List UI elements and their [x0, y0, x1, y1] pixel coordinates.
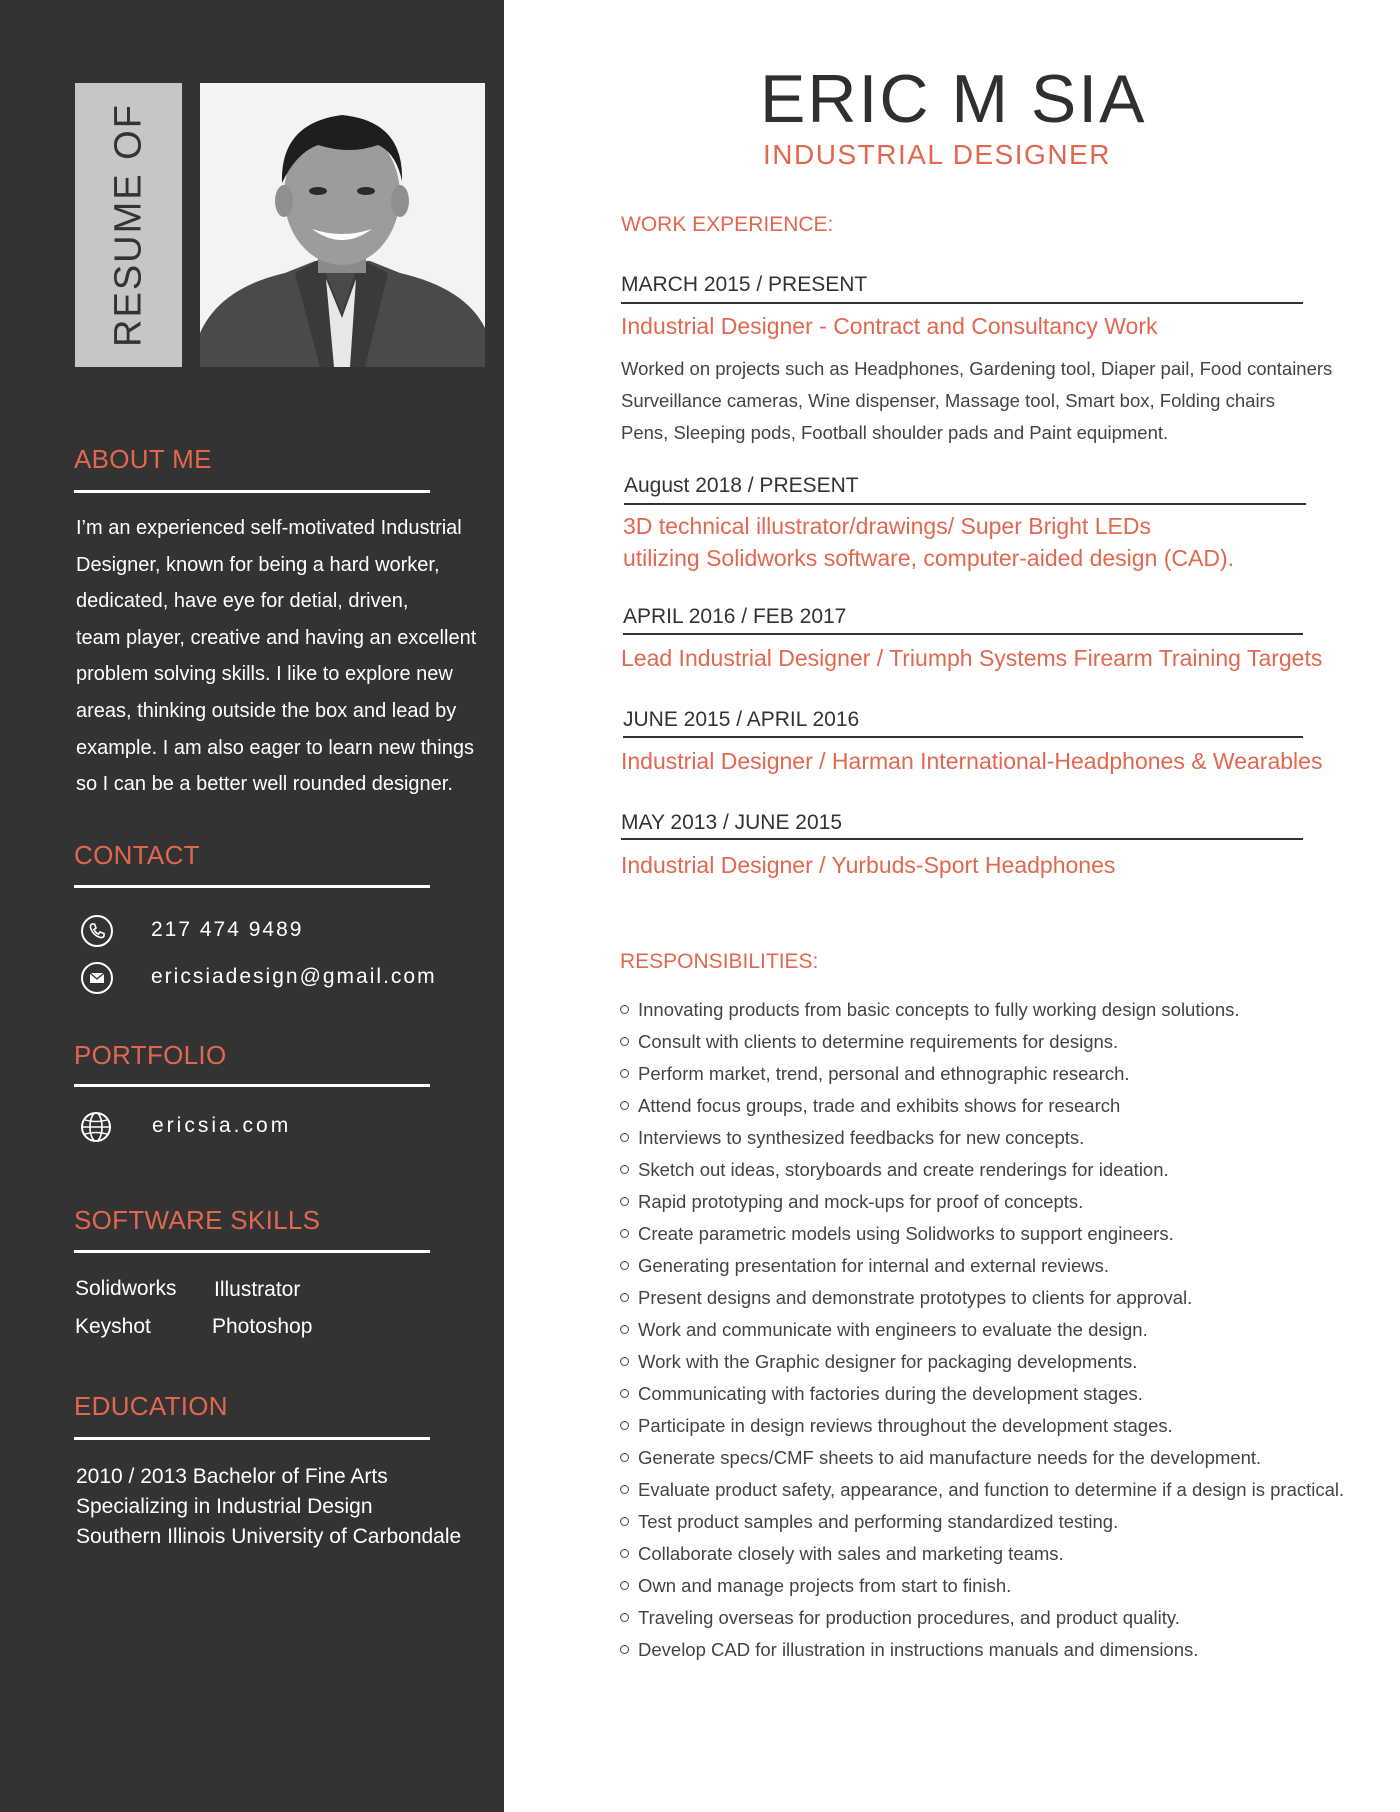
experience-title-line: 3D technical illustrator/drawings/ Super Bright LEDs [623, 513, 1151, 539]
list-item: Attend focus groups, trade and exhibits shows for research [620, 1090, 1344, 1122]
list-item: Work and communicate with engineers to evaluate the design. [620, 1314, 1344, 1346]
skill-item: Keyshot [75, 1315, 151, 1338]
about-line: example. I am also eager to learn new things [76, 736, 474, 759]
list-item: Test product samples and performing standardized testing. [620, 1506, 1344, 1538]
description-line: Worked on projects such as Headphones, Gardening tool, Diaper pail, Food containers [621, 358, 1333, 379]
experience-date: MAY 2013 / JUNE 2015 [621, 811, 843, 834]
list-item: Work with the Graphic designer for packaging developments. [620, 1346, 1344, 1378]
about-line: areas, thinking outside the box and lead by [76, 699, 457, 722]
experience-title: Lead Industrial Designer / Triumph Systems Firearm Training Targets [621, 645, 1323, 671]
experience-divider [621, 838, 1303, 840]
candidate-title: INDUSTRIAL DESIGNER [763, 139, 1111, 170]
resume-of-label-box [75, 83, 182, 367]
phone-number[interactable]: 217 474 9489 [151, 918, 304, 941]
skill-item: Illustrator [214, 1278, 301, 1301]
experience-title-line: utilizing Solidworks software, computer-aided design (CAD). [623, 545, 1235, 571]
list-item: Sketch out ideas, storyboards and create renderings for ideation. [620, 1154, 1344, 1186]
about-divider [74, 490, 430, 493]
about-line: team player, creative and having an excellent [76, 626, 477, 649]
portfolio-divider [74, 1084, 430, 1087]
software-divider [74, 1250, 430, 1253]
list-item: Participate in design reviews throughout the development stages. [620, 1410, 1344, 1442]
contact-heading: CONTACT [74, 840, 200, 870]
globe-icon [80, 1111, 112, 1143]
responsibilities-list [620, 994, 1344, 1666]
experience-divider [624, 503, 1306, 505]
education-line: Southern Illinois University of Carbondale [76, 1525, 462, 1548]
list-item: Interviews to synthesized feedbacks for new concepts. [620, 1122, 1344, 1154]
education-divider [74, 1437, 430, 1440]
contact-divider [74, 885, 430, 888]
list-item: Innovating products from basic concepts to fully working design solutions. [620, 994, 1344, 1026]
experience-divider [621, 302, 1303, 304]
education-line: 2010 / 2013 Bachelor of Fine Arts [76, 1465, 388, 1488]
experience-title: Industrial Designer / Yurbuds-Sport Headphones [621, 852, 1116, 878]
experience-date: JUNE 2015 / APRIL 2016 [623, 708, 860, 731]
portfolio-link[interactable]: ericsia.com [152, 1114, 292, 1137]
software-heading: SOFTWARE SKILLS [74, 1205, 321, 1235]
about-text [76, 510, 486, 803]
experience-divider [623, 633, 1303, 635]
list-item: Create parametric models using Solidworks to support engineers. [620, 1218, 1344, 1250]
about-line: so I can be a better well rounded designer. [76, 773, 453, 796]
list-item: Communicating with factories during the development stages. [620, 1378, 1344, 1410]
list-item: Traveling overseas for production procedures, and product quality. [620, 1602, 1344, 1634]
about-line: I’m an experienced self-motivated Industrial [76, 517, 462, 539]
resume-of-label: RESUME OF [107, 103, 149, 347]
list-item: Consult with clients to determine requirements for designs. [620, 1026, 1344, 1058]
about-line: problem solving skills. I like to explore new [76, 663, 453, 686]
phone-icon [81, 915, 113, 947]
list-item: Evaluate product safety, appearance, and function to determine if a design is practical. [620, 1474, 1344, 1506]
experience-title: Industrial Designer - Contract and Consultancy Work [621, 313, 1158, 339]
education-line: Specializing in Industrial Design [76, 1495, 373, 1518]
list-item: Develop CAD for illustration in instructions manuals and dimensions. [620, 1634, 1344, 1666]
description-line: Pens, Sleeping pods, Football shoulder pads and Paint equipment. [621, 422, 1169, 443]
list-item: Generate specs/CMF sheets to aid manufacture needs for the development. [620, 1442, 1344, 1474]
experience-description [621, 353, 1332, 449]
list-item: Present designs and demonstrate prototypes to clients for approval. [620, 1282, 1344, 1314]
about-line: Designer, known for being a hard worker, [76, 553, 440, 576]
email-icon [81, 962, 113, 994]
list-item: Collaborate closely with sales and marketing teams. [620, 1538, 1344, 1570]
list-item: Perform market, trend, personal and ethnographic research. [620, 1058, 1344, 1090]
about-line: dedicated, have eye for detial, driven, [76, 590, 409, 613]
about-heading: ABOUT ME [74, 444, 212, 474]
email-link[interactable]: ericsiadesign@gmail.com [151, 965, 437, 988]
candidate-name: ERIC M SIA [760, 61, 1147, 137]
education-heading: EDUCATION [74, 1391, 228, 1421]
profile-photo [200, 83, 485, 367]
experience-title: Industrial Designer / Harman International-Headphones & Wearables [621, 748, 1323, 774]
skill-item: Solidworks [75, 1277, 177, 1300]
list-item: Generating presentation for internal and external reviews. [620, 1250, 1344, 1282]
experience-date: MARCH 2015 / PRESENT [621, 273, 868, 296]
experience-title [623, 510, 1234, 574]
list-item: Own and manage projects from start to finish. [620, 1570, 1344, 1602]
skill-item: Photoshop [212, 1315, 313, 1338]
experience-date: APRIL 2016 / FEB 2017 [623, 605, 847, 628]
sidebar [0, 0, 504, 1812]
list-item: Rapid prototyping and mock-ups for proof of concepts. [620, 1186, 1344, 1218]
description-line: Surveillance cameras, Wine dispenser, Massage tool, Smart box, Folding chairs [621, 390, 1275, 411]
profile-photo-portrait [200, 83, 485, 367]
portfolio-heading: PORTFOLIO [74, 1040, 227, 1070]
responsibilities-heading: RESPONSIBILITIES: [620, 950, 819, 973]
work-experience-heading: WORK EXPERIENCE: [621, 213, 834, 236]
experience-date: August 2018 / PRESENT [624, 474, 859, 497]
experience-divider [623, 736, 1303, 738]
